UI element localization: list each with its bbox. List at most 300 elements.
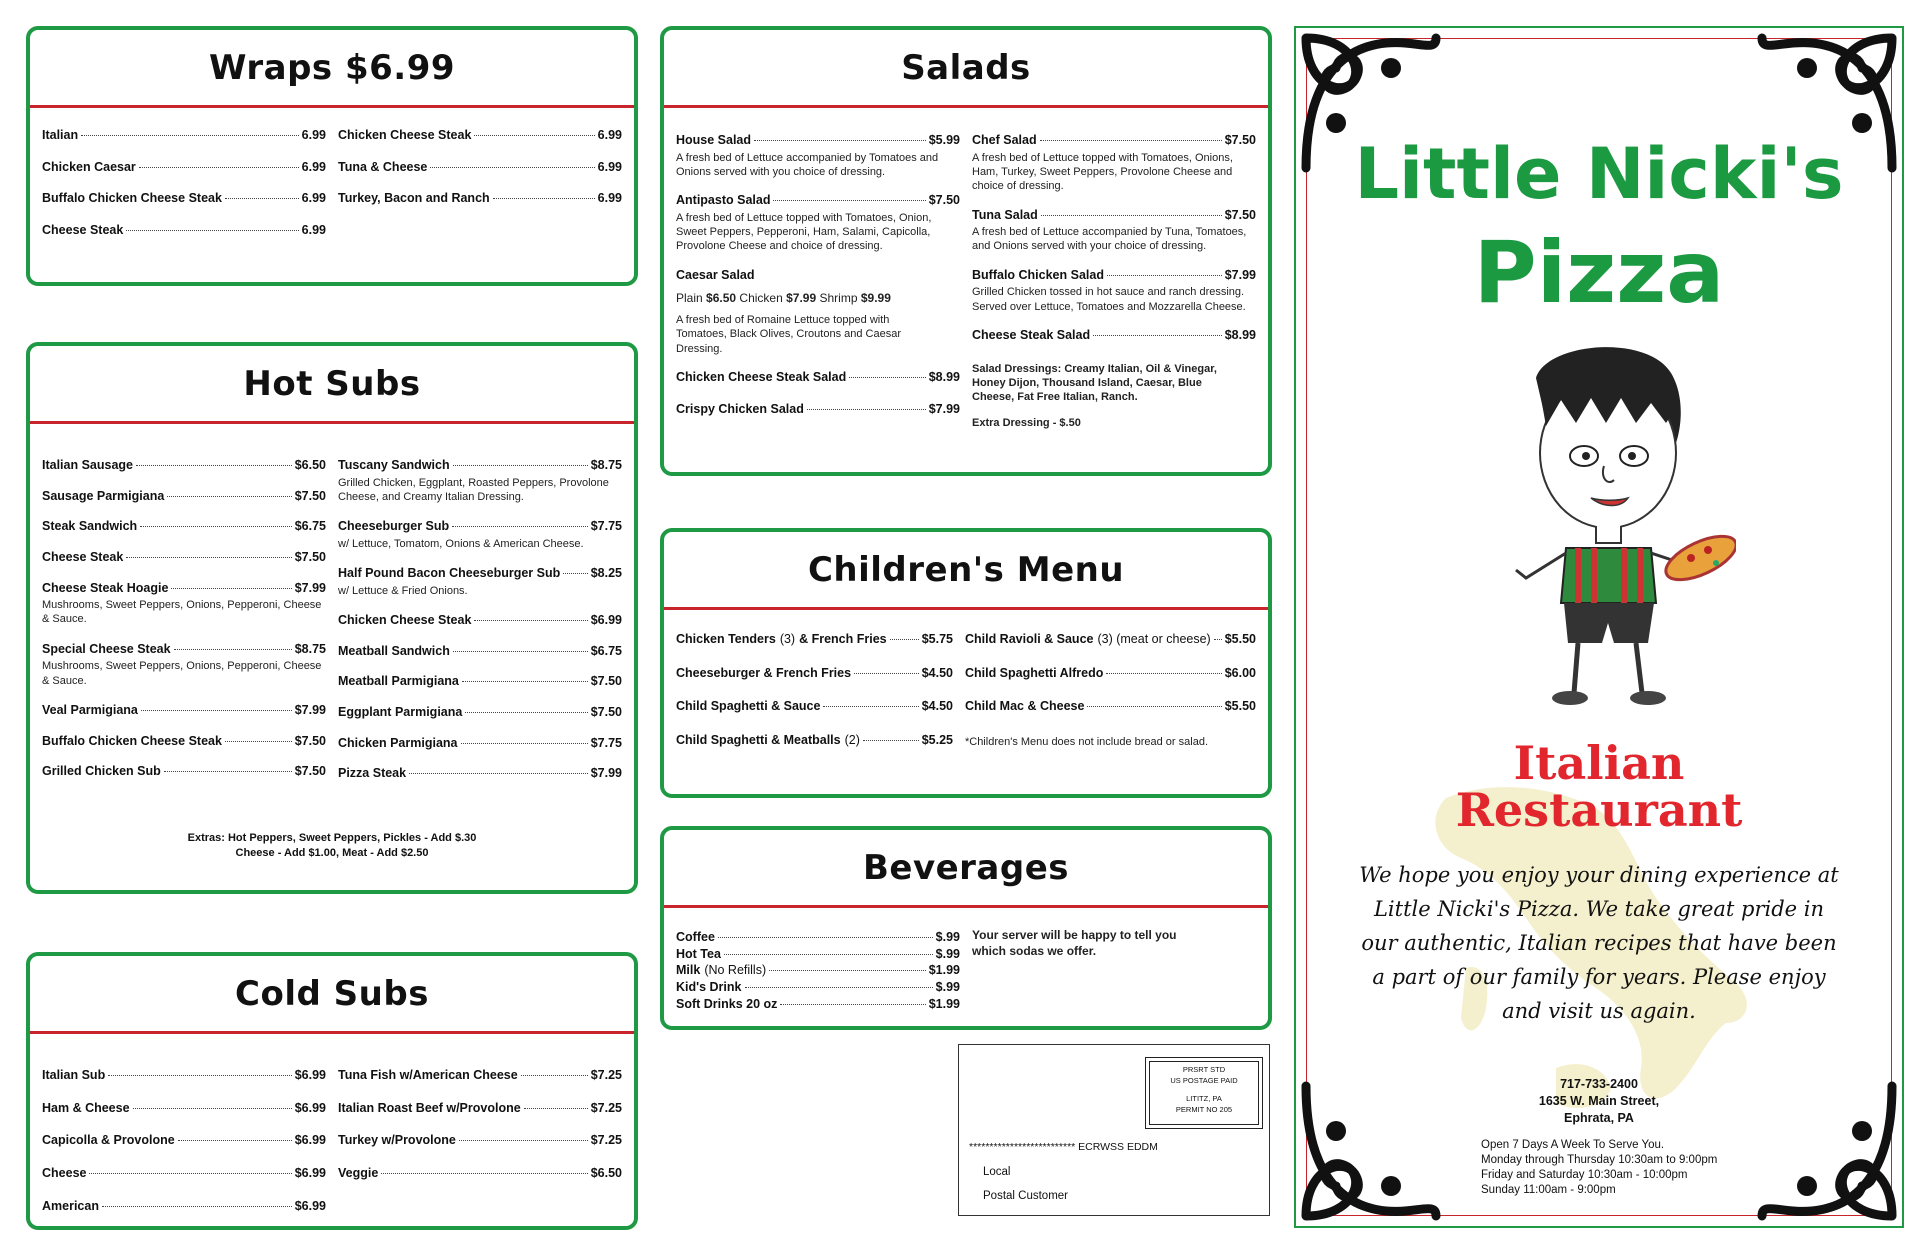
menu-item-row [338,766,622,782]
menu-item-row [42,160,326,176]
menu-item-row [338,458,622,474]
menu-item [42,160,326,176]
postage-indicia [1145,1057,1263,1129]
menu-item-name: Child Spaghetti & Meatballs [676,732,841,747]
menu-item [42,764,326,780]
menu-item-name: House Salad [676,133,752,147]
menu-item-name: Special Cheese Steak [42,641,171,656]
dot-leader [178,1140,292,1141]
menu-item-price: $6.50 [294,458,326,472]
postage-indicia-inner [1149,1061,1259,1125]
menu-item [42,223,326,239]
beverages-note-column [972,930,1256,1013]
menu-item-name: Ham & Cheese [42,1100,130,1115]
menu-item-name: Child Spaghetti Alfredo [964,665,1104,680]
menu-item-row [338,1068,622,1084]
beverages-columns [676,930,1256,1013]
mail-customer: Postal Customer [983,1190,1069,1202]
opening-hours [1481,1138,1717,1198]
menu-item-price: $6.99 [294,1165,326,1180]
menu-item-price: $7.99 [928,402,960,417]
menu-item-name: Chicken Cheese Steak [338,613,472,628]
menu-item [338,566,622,598]
menu-item [42,1199,326,1215]
menu-item-name: Tuna Fish w/American Cheese [338,1068,518,1082]
menu-item-name: Eggplant Parmigiana [338,704,463,719]
dot-leader [225,198,299,199]
menu-item-name: Italian Sausage [42,458,134,472]
menu-item-row [676,666,953,682]
italian-word: Italian [1513,736,1685,790]
menu-item-name: Grilled Chicken Sub [42,764,161,779]
menu-item [676,133,960,179]
menu-item-price: $7.50 [1224,207,1256,222]
menu-item-row [338,736,622,752]
menu-item [338,674,622,690]
menu-item-price: $7.25 [590,1100,622,1115]
childrens-menu-panel [660,528,1272,798]
menu-item-name: Veal Parmigiana [42,702,138,717]
menu-item-price: $4.50 [921,699,953,714]
menu-item-price: $5.50 [1224,699,1256,714]
menu-item-description: A fresh bed of Lettuce topped with Tomatoes, Onions, Ham, Turkey, Sweet Peppers, Provolone Cheese and choice of dressing. [972,151,1233,193]
menu-item [42,581,326,627]
menu-item [676,930,960,946]
mail-local: Local [983,1166,1011,1178]
menu-item [676,980,960,996]
cover-panel [1294,26,1904,1228]
menu-item-price: $6.75 [294,519,326,534]
dot-leader [430,167,594,168]
menu-item [676,666,953,682]
mascot-illustration [1496,338,1736,718]
menu-item [676,733,953,749]
menu-item-name: Buffalo Chicken Salad [972,267,1104,282]
menu-item-row [676,370,960,386]
caesar-salad-desc: A fresh bed of Romaine Lettuce topped with Tomatoes, Black Olives, Croutons and Caesar Dressing. [676,313,901,355]
menu-item-row [676,632,953,648]
menu-item-price: $7.99 [294,580,326,595]
dot-leader [1107,275,1222,276]
salads-title: Salads [901,47,1031,88]
hot-subs-right-column [338,458,622,797]
menu-item [338,1133,622,1149]
menu-item [42,128,326,144]
dot-leader [780,1004,925,1005]
dot-leader [724,954,933,955]
menu-item [42,1068,326,1084]
menu-item-description: A fresh bed of Lettuce accompanied by Tuna, Tomatoes, and Onions served with your choice of dressing. [972,226,1247,253]
menu-item [338,128,622,144]
dot-leader [854,673,919,674]
menu-item-price: $7.50 [1224,133,1256,147]
menu-item-row [42,764,326,780]
menu-item-row [42,581,326,597]
menu-item-row [42,191,326,207]
menu-item-price: $7.75 [590,735,622,750]
menu-item-description: Grilled Chicken tossed in hot sauce and ranch dressing. Served over Lettuce, Tomatoes and Mozzarella Cheese. [972,286,1246,313]
beverages-list [676,930,960,1013]
wraps-panel [26,26,638,286]
menu-item-price: $.99 [935,930,960,944]
menu-item [42,642,326,688]
menu-item-price: $.99 [935,979,960,994]
menu-item-price: $7.50 [294,764,326,779]
salads-header [664,30,1268,108]
menu-item-name: Cheese Steak [42,222,124,237]
menu-item [338,766,622,782]
menu-item-price: $.99 [935,946,960,961]
wraps-columns [42,128,622,255]
menu-item [338,1068,622,1084]
menu-item-row [338,160,622,176]
menu-item-row [676,402,960,418]
menu-item-row [676,699,953,715]
menu-item-row [42,1068,326,1084]
menu-item-price: $7.50 [294,549,326,564]
postage-line-3: LITITZ, PA [1186,1093,1222,1103]
menu-item-price: $7.99 [1224,267,1256,282]
menu-item [676,699,953,715]
wraps-right-column [338,128,622,255]
mailing-label [958,1044,1270,1216]
menu-item-row [338,705,622,721]
menu-item-row [338,566,622,582]
menu-item-price: $5.75 [921,632,953,646]
menu-item-price: $8.75 [590,458,622,472]
menu-item [676,402,960,418]
menu-item-description: A fresh bed of Lettuce accompanied by Tomatoes and Onions served with you choice of dressing. [676,151,939,178]
dot-leader [474,620,587,621]
dot-leader [1106,673,1221,674]
menu-item-price: $6.75 [590,643,622,658]
menu-item [42,1101,326,1117]
caesar-salad [676,268,960,356]
childrens-right-column [965,632,1256,767]
dot-leader [1040,140,1222,141]
caesar-shrimp-label: Shrimp [819,291,858,306]
menu-item-row [338,519,622,535]
menu-item-price: $8.25 [590,566,622,581]
dot-leader [474,135,594,136]
menu-item-description: Mushrooms, Sweet Peppers, Onions, Pepperoni, Cheese & Sauce. [42,599,322,626]
menu-item-price: 6.99 [301,159,326,174]
dot-leader [521,1075,588,1076]
restaurant-word: Restaurant [1455,782,1743,837]
hot-subs-header [30,346,634,424]
menu-item-name: Child Ravioli & Sauce [964,632,1094,646]
dot-leader [381,1173,587,1174]
menu-item-row [676,133,960,149]
menu-item-name: Antipasto Salad [676,193,771,208]
menu-item-name: Chicken Caesar [42,159,136,174]
menu-item-name: Crispy Chicken Salad [676,402,804,417]
menu-item-row [42,642,326,658]
dot-leader [139,167,299,168]
dot-leader [140,526,292,527]
menu-item-name: Milk [676,963,701,978]
menu-item-name: Tuscany Sandwich [338,458,450,472]
menu-item-row [676,997,960,1013]
caesar-shrimp-price: $9.99 [860,291,891,306]
menu-item-price: $7.75 [590,519,622,534]
menu-item-row [338,191,622,207]
menu-item-row [42,519,326,535]
hot-subs-left-column [42,458,326,797]
caesar-chicken-price: $7.99 [786,291,817,306]
menu-item [676,632,953,648]
menu-item-row [42,489,326,505]
menu-item-row [338,128,622,144]
menu-item-note: (2) [844,732,860,747]
menu-item-name: Buffalo Chicken Cheese Steak [42,733,222,748]
cold-subs-header [30,956,634,1034]
menu-item-row [338,1133,622,1149]
menu-item-note: (3) (meat or cheese) [1097,632,1211,646]
dot-leader [174,649,292,650]
dot-leader [563,573,587,574]
menu-item-name: Chicken Cheese Steak Salad [676,369,847,384]
menu-item [42,519,326,535]
dot-leader [459,1140,588,1141]
dot-leader [524,1108,588,1109]
dot-leader [773,200,925,201]
menu-item-row [676,193,960,209]
menu-item-name: Meatball Sandwich [338,643,450,658]
menu-item-name: Steak Sandwich [42,519,138,534]
menu-item-row [676,963,960,979]
wraps-title: Wraps $6.99 [208,47,456,88]
menu-item [338,736,622,752]
hours-line-2: Monday through Thursday 10:30am to 9:00pm [1481,1153,1718,1166]
menu-item-row [972,268,1256,284]
menu-item [42,550,326,566]
menu-item-row [972,133,1256,149]
menu-item [338,1101,622,1117]
menu-item-row [42,550,326,566]
menu-item-row [972,328,1256,344]
dot-leader [81,135,299,136]
menu-item-row [972,208,1256,224]
menu-item-row [965,632,1256,648]
menu-item-name: American [42,1198,99,1213]
dot-leader [1093,335,1222,336]
menu-item-price: $8.75 [294,641,326,656]
menu-item [676,193,960,254]
menu-item-price: $7.50 [294,488,326,503]
menu-item-price: $5.50 [1224,632,1256,646]
menu-item [42,489,326,505]
dot-leader [136,465,292,466]
menu-item-name: Turkey, Bacon and Ranch [338,191,490,206]
menu-item-description: w/ Lettuce, Tomatom, Onions & American Cheese. [338,537,584,550]
dot-leader [1041,215,1222,216]
caesar-chicken-label: Chicken [739,291,783,306]
salads-columns [676,133,1256,435]
beverages-header [664,830,1268,908]
menu-item-name: Soft Drinks 20 oz [676,996,778,1011]
wraps-left-column [42,128,326,255]
menu-item-row [42,1133,326,1149]
extras-line-2: Cheese - Add $1.00, Meat - Add $2.50 [235,847,429,860]
dot-leader [126,230,298,231]
dot-leader [141,710,292,711]
dot-leader [849,377,925,378]
address-line-1: 1635 W. Main Street, [1538,1093,1660,1108]
salads-panel [660,26,1272,476]
childrens-footnote: *Children's Menu does not include bread or salad. [964,735,1208,748]
menu-item-price: 6.99 [301,191,326,206]
childrens-menu-header [664,532,1268,610]
postage-line-2: US POSTAGE PAID [1170,1076,1238,1086]
dot-leader [171,588,291,589]
salad-dressings: Salad Dressings: Creamy Italian, Oil & Vinegar, Honey Dijon, Thousand Island, Caesar, Blue Cheese, Fat Free Italian, Ranch. [972,362,1217,404]
menu-item-name: Buffalo Chicken Cheese Steak [42,191,222,206]
menu-item-name: Chicken Cheese Steak [338,128,472,142]
menu-item-price: $7.25 [590,1133,622,1148]
dot-leader [863,740,919,741]
menu-item-name: Chef Salad [972,133,1037,147]
menu-item [338,458,622,504]
dot-leader [89,1173,291,1174]
menu-item-name: Meatball Parmigiana [338,674,459,689]
menu-item-name: Italian [42,128,79,142]
menu-item [338,1166,622,1182]
menu-item [42,1133,326,1149]
menu-item [42,734,326,750]
menu-item-description: w/ Lettuce & Fried Onions. [338,584,468,597]
menu-item-price: $7.50 [590,674,622,689]
childrens-menu-columns [676,632,1256,767]
menu-item [965,666,1256,682]
menu-item-row [42,223,326,239]
menu-item-row [42,1199,326,1215]
dot-leader [1214,639,1222,640]
menu-item [338,191,622,207]
beverages-panel [660,826,1272,1030]
menu-item-name: Veggie [338,1165,379,1180]
menu-item [676,370,960,386]
brand-pizza: Pizza [1473,223,1725,323]
cold-subs-left-column [42,1068,326,1231]
menu-item-price: $6.50 [590,1165,622,1180]
menu-item-row [676,930,960,946]
menu-item-row [338,1166,622,1182]
dot-leader [461,743,588,744]
contact-info [1296,1076,1902,1127]
menu-item-name: Cheeseburger Sub [338,519,450,534]
menu-item [972,133,1256,194]
dot-leader [1087,706,1221,707]
menu-item [42,458,326,474]
menu-item-price: $1.99 [928,963,960,978]
menu-item-row [338,644,622,660]
wraps-header [30,30,634,108]
menu-item [338,644,622,660]
menu-item-price: $7.99 [294,702,326,717]
menu-item-price: $6.99 [590,613,622,628]
menu-item-name: Tuna Salad [972,207,1038,222]
extra-dressing: Extra Dressing - $.50 [972,417,1081,430]
hot-subs-extras [30,831,634,862]
menu-item-name-suffix: & French Fries [799,632,887,646]
menu-item-name: Cheese Steak Hoagie [42,580,169,595]
menu-item [338,160,622,176]
dot-leader [167,496,291,497]
cold-subs-right-column [338,1068,622,1231]
menu-item-name: Sausage Parmigiana [42,488,165,503]
menu-item [965,632,1256,648]
menu-item-name: Chicken Parmigiana [338,735,458,750]
menu-item-name: Coffee [676,930,715,944]
menu-item [676,963,960,979]
cold-subs-columns [42,1068,622,1231]
menu-item [338,705,622,721]
menu-item [972,328,1256,344]
caesar-plain-price: $6.50 [706,291,737,306]
menu-item-name: Chicken Tenders [676,632,776,646]
extras-line-1: Extras: Hot Peppers, Sweet Peppers, Pickles - Add $.30 [187,832,477,844]
menu-item-row [338,1101,622,1117]
menu-item-name: Cheese Steak Salad [972,327,1091,342]
dot-leader [754,140,926,141]
menu-item-row [42,458,326,474]
menu-item-name: Capicolla & Provolone [42,1133,175,1148]
cold-subs-title: Cold Subs [235,973,429,1014]
menu-item-price: $7.99 [590,766,622,781]
dot-leader [769,970,926,971]
menu-item-price: $6.99 [294,1100,326,1115]
menu-item-price: $5.99 [928,133,960,147]
menu-item [676,997,960,1013]
beverages-title: Beverages [862,847,1070,888]
menu-item-row [965,666,1256,682]
dot-leader [745,987,933,988]
menu-item [338,613,622,629]
menu-item-note: (No Refills) [704,963,767,978]
postage-line-1: PRSRT STD [1182,1065,1226,1074]
menu-item-price: 6.99 [597,159,622,174]
menu-item-note: (3) [779,632,796,646]
menu-item-row [338,613,622,629]
menu-item-price: $7.50 [590,704,622,719]
dot-leader [108,1075,292,1076]
menu-item-name: Tuna & Cheese [338,159,428,174]
caesar-salad-name: Caesar Salad [676,267,755,282]
hot-subs-panel [26,342,638,894]
dot-leader [462,681,588,682]
menu-item-description: Mushrooms, Sweet Peppers, Onions, Pepperoni, Cheese & Sauce. [42,660,322,687]
dot-leader [225,741,292,742]
menu-item-price: 6.99 [597,191,622,206]
salads-left-column [676,133,960,435]
menu-item-name: Turkey w/Provolone [338,1133,456,1148]
childrens-menu-title: Children's Menu [807,549,1125,590]
hours-line-3: Friday and Saturday 10:30am - 10:00pm [1481,1168,1688,1181]
dot-leader [823,706,918,707]
postage-line-4: PERMIT NO 205 [1175,1104,1233,1114]
menu-item-row [965,699,1256,715]
menu-item-price: $7.50 [294,733,326,748]
dot-leader [807,409,926,410]
menu-item [972,268,1256,314]
menu-item-row [42,128,326,144]
dot-leader [465,712,587,713]
soda-note: Your server will be happy to tell you which sodas we offer. [972,928,1177,958]
dot-leader [453,651,588,652]
menu-item-row [42,1101,326,1117]
ecrwss-line: ************************** ECRWSS EDDM [969,1141,1158,1153]
